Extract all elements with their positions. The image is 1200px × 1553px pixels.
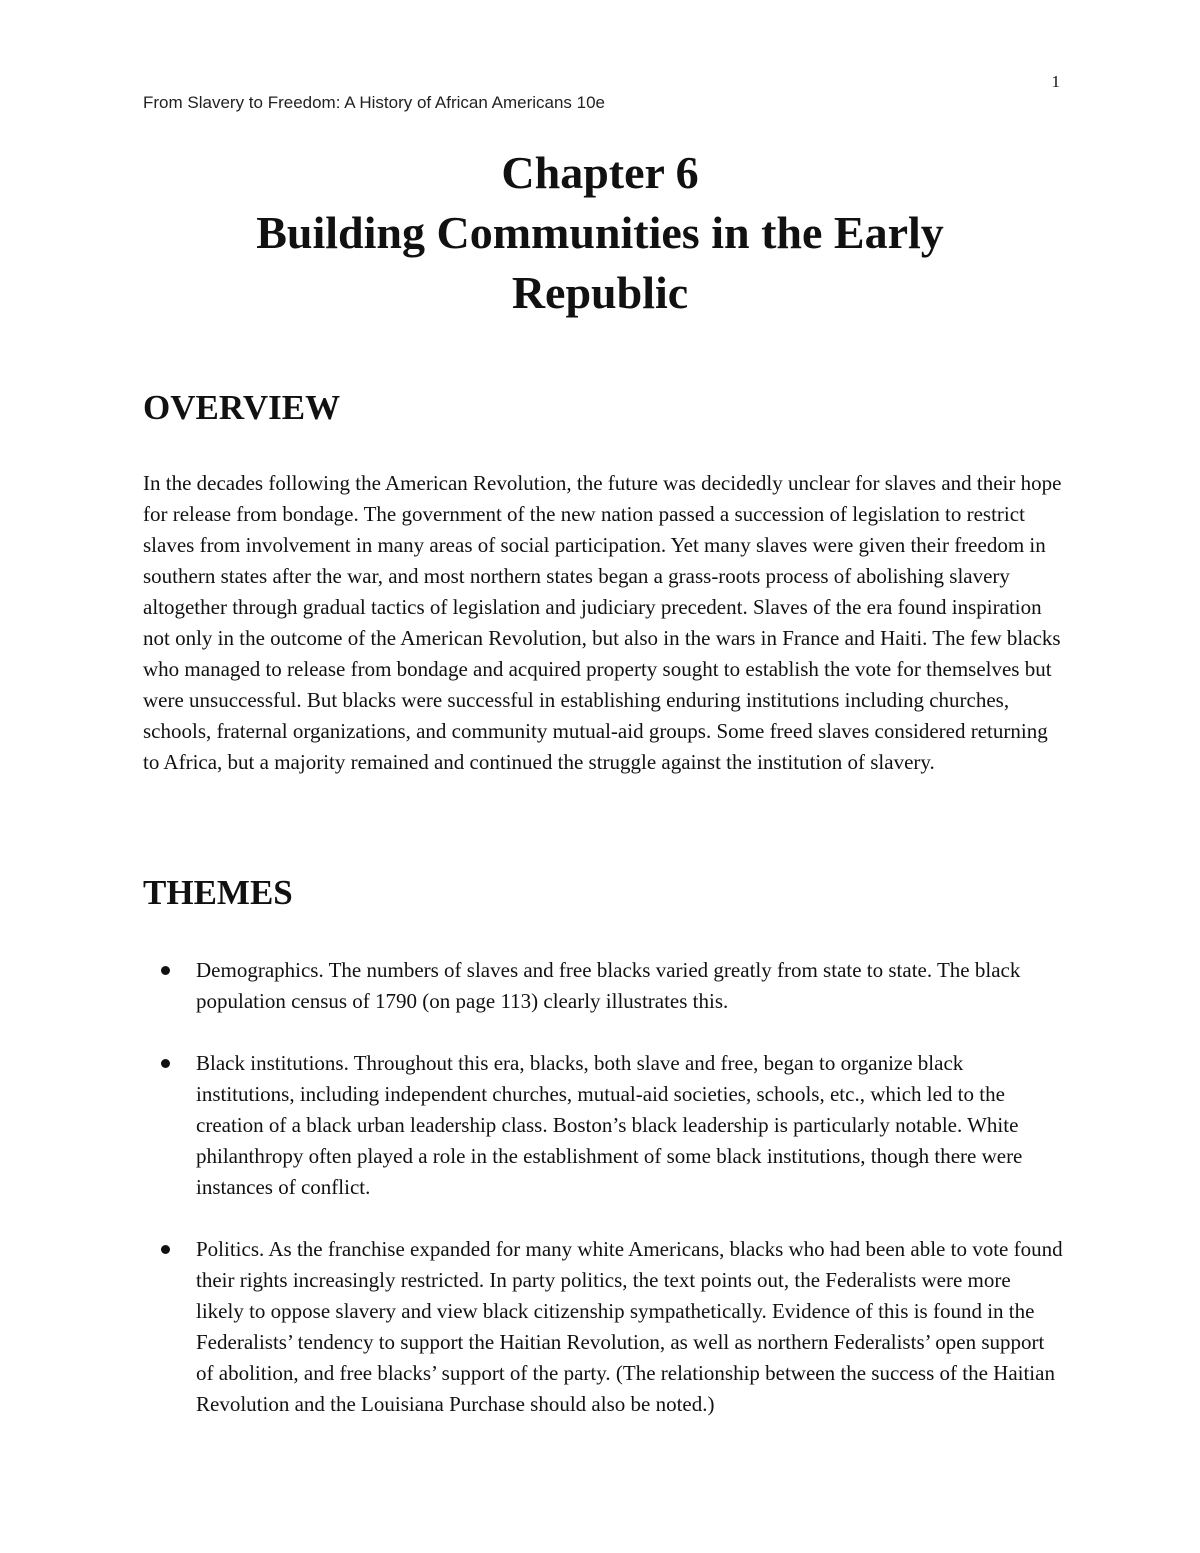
overview-paragraph: In the decades following the American Revolution, the future was decidedly unclear for slaves and their hope for release from bondage. The government of the new nation passed a succession of legislation to restrict slaves from involvement in many areas of social participation. Yet many slaves were given their freedom in southern states after the war, and most northern states began a grass-roots process of abolishing slavery altogether through gradual tactics of legislation and judiciary precedent. Slaves of the era found inspiration not only in the outcome of the American Revolution, but also in the wars in France and Haiti. The few blacks who managed to release from bondage and acquired property sought to establish the vote for themselves but were unsuccessful. But blacks were successful in establishing enduring institutions including churches, schools, fraternal organizations, and community mutual-aid groups. Some freed slaves considered returning to Africa, but a majority remained and continued the struggle against the institution of slavery. bbox=[143, 471, 1062, 774]
bullet-icon bbox=[161, 1059, 170, 1068]
theme-text: Politics. As the franchise expanded for many white Americans, blacks who had been able to vote found their rights increasingly restricted. In party politics, the text points out, the Federalists were more likely to oppose slavery and view black citizenship sympathetically. Evidence of this is found in the Federalists’ tendency to support the Haitian Revolution, as well as northern Federalists’ open support of abolition, and free blacks’ support of the party. (The relationship between the success of the Haitian Revolution and the Louisiana Purchase should also be noted.) bbox=[196, 1237, 1063, 1416]
theme-item-politics bbox=[143, 1234, 1063, 1420]
overview-heading: OVERVIEW bbox=[143, 388, 341, 427]
running-header: From Slavery to Freedom: A History of African Americans 10e bbox=[143, 93, 606, 112]
bullet-icon bbox=[161, 966, 170, 975]
theme-item-black-institutions bbox=[143, 1048, 1063, 1203]
chapter-title-line-2: Republic bbox=[511, 267, 689, 318]
bullet-icon bbox=[161, 1245, 170, 1254]
chapter-number: Chapter 6 bbox=[501, 147, 699, 198]
themes-heading: THEMES bbox=[143, 873, 293, 912]
chapter-title bbox=[143, 143, 1057, 323]
theme-item-demographics bbox=[143, 955, 1063, 1017]
chapter-title-line-1: Building Communities in the Early bbox=[256, 207, 944, 258]
page-number: 1 bbox=[1051, 72, 1060, 91]
theme-text: Demographics. The numbers of slaves and free blacks varied greatly from state to state. The black population census of 1790 (on page 113) clearly illustrates this. bbox=[196, 958, 1021, 1013]
theme-text: Black institutions. Throughout this era, blacks, both slave and free, began to organize black institutions, including independent churches, mutual-aid societies, schools, etc., which led to the creation of a black urban leadership class. Boston’s black leadership is particularly notable. White philanthropy often played a role in the establishment of some black institutions, though there were instances of conflict. bbox=[196, 1051, 1023, 1199]
themes-list bbox=[143, 955, 1063, 1451]
